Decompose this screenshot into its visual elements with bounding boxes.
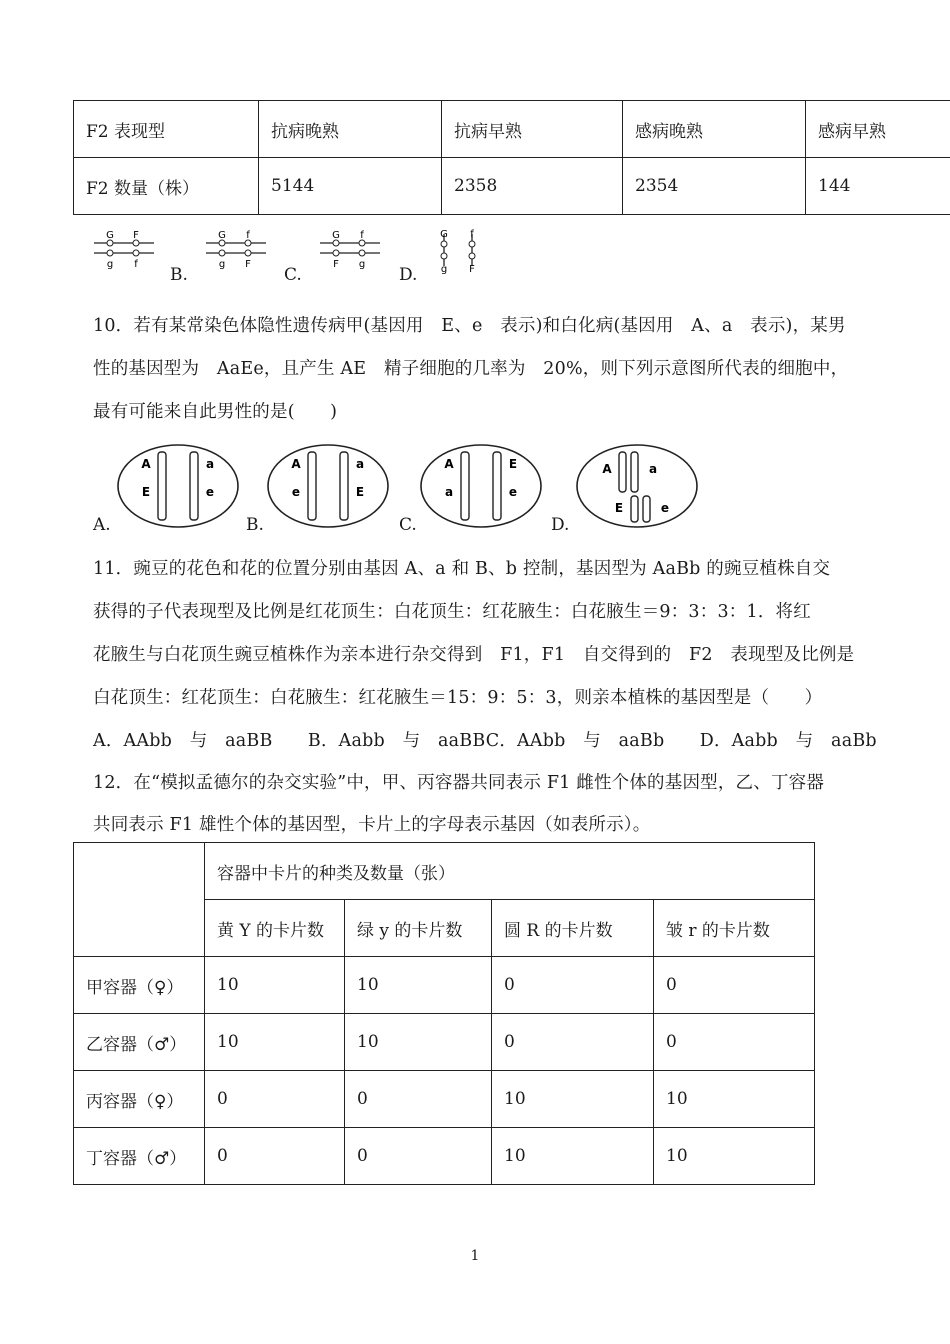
question-12-line-2: 共同表示 F1 雄性个体的基因型，卡片上的字母表示基因（如表所示）。 (93, 815, 651, 835)
cell-diagram (421, 445, 541, 527)
chromosome (631, 452, 638, 492)
table-cell: 10 (205, 1014, 345, 1071)
centromere-dot (333, 250, 339, 256)
gene-label: E (508, 457, 518, 471)
table-group-header: 容器中卡片的种类及数量（张） (205, 843, 815, 900)
gene-label: G (332, 230, 340, 241)
gene-label: g (218, 259, 226, 270)
gene-label: a (444, 485, 454, 499)
centromere-dot (469, 253, 475, 259)
table-cell: 5144 (259, 158, 442, 215)
table-row (74, 158, 950, 215)
gene-label: A (141, 457, 151, 471)
gene-label: F (133, 230, 139, 241)
option-c-label: C. (284, 265, 302, 285)
option-d-label: D. (399, 265, 418, 285)
table-cell: 0 (205, 1071, 345, 1128)
chromosome-pair-diagram (440, 229, 475, 275)
table-cell: 0 (492, 1014, 654, 1071)
option-c-label: C. (399, 515, 417, 535)
centromere-dot (219, 250, 225, 256)
table-cell: 10 (492, 1071, 654, 1128)
centromere-dot (245, 250, 251, 256)
row-label: 甲容器（♀） (74, 957, 205, 1014)
gene-label: G (440, 229, 448, 240)
gene-label: G (106, 230, 114, 241)
chromosome-pair-diagram (206, 230, 266, 270)
question-11-line-2: 获得的子代表现型及比例是红花顶生：白花顶生：红花腋生：白花腋生＝9：3：3：1．将红 (93, 602, 811, 622)
gene-label: a (205, 457, 215, 471)
table-cell: 144 (806, 158, 950, 215)
row-label: 乙容器（♂） (74, 1014, 205, 1071)
cell-outline (268, 445, 388, 527)
centromere-dot (133, 250, 139, 256)
table-cell: 抗病晚熟 (259, 101, 442, 158)
cell-options-diagram (0, 440, 950, 540)
gene-label: E (141, 485, 151, 499)
table-row (74, 843, 815, 900)
table-cell (74, 843, 205, 957)
gene-label: e (291, 485, 301, 499)
gene-label: E (355, 485, 365, 499)
f2-phenotype-table (73, 100, 950, 215)
row-label: 丁容器（♂） (74, 1128, 205, 1185)
cell-diagram (118, 445, 238, 527)
centromere-dot (469, 241, 475, 247)
gene-label: e (205, 485, 215, 499)
gene-label: e (660, 501, 670, 515)
table-cell: 0 (654, 1014, 815, 1071)
table-row (74, 101, 950, 158)
table-cell: F2 数量（株） (74, 158, 259, 215)
option-d-label: D. (551, 515, 570, 535)
chromosome-options-diagram (0, 226, 950, 286)
table-cell: 10 (345, 957, 492, 1014)
table-column-header: 黄 Y 的卡片数 (205, 900, 345, 957)
gene-label: f (134, 259, 138, 270)
gene-label: f (470, 229, 474, 240)
table-column-header: 皱 r 的卡片数 (654, 900, 815, 957)
question-11-line-3: 花腋生与白花顶生豌豆植株作为亲本进行杂交得到 F1，F1 自交得到的 F2 表现型及比例是 (93, 645, 855, 665)
table-cell: 0 (205, 1128, 345, 1185)
table-row (74, 957, 815, 1014)
question-10-line-1: 10．若有某常染色体隐性遗传病甲(基因用 E、e 表示)和白化病(基因用 A、a 表示)，某男 (93, 316, 846, 336)
table-cell: 10 (654, 1128, 815, 1185)
chromosome-pair-diagram (320, 230, 380, 270)
question-10-line-2: 性的基因型为 AaEe，且产生 AE 精子细胞的几率为 20%，则下列示意图所代表的细胞中， (93, 359, 849, 379)
page-number: 1 (470, 1248, 480, 1264)
table-cell: 感病早熟 (806, 101, 950, 158)
gene-label: F (469, 264, 475, 275)
chromosome-pair-diagram (94, 230, 154, 270)
gene-label: E (614, 501, 624, 515)
centromere-dot (441, 241, 447, 247)
table-cell: 抗病早熟 (442, 101, 623, 158)
table-cell: 2358 (442, 158, 623, 215)
gene-label: f (246, 230, 250, 241)
gene-label: g (440, 264, 448, 275)
table-row (74, 1128, 815, 1185)
table-cell: 2354 (623, 158, 806, 215)
chromosome (308, 452, 316, 520)
gene-label: F (333, 259, 339, 270)
cell-diagram (577, 445, 697, 527)
chromosome (158, 452, 166, 520)
gene-label: a (355, 457, 365, 471)
table-cell: 0 (345, 1128, 492, 1185)
gene-label: G (218, 230, 226, 241)
gene-label: A (444, 457, 454, 471)
chromosome (190, 452, 198, 520)
cell-outline (421, 445, 541, 527)
chromosome (340, 452, 348, 520)
table-cell: 感病晚熟 (623, 101, 806, 158)
option-b-label: B. (246, 515, 264, 535)
question-10-line-3: 最有可能来自此男性的是( ) (93, 402, 338, 422)
table-cell: 0 (654, 957, 815, 1014)
table-cell: 10 (492, 1128, 654, 1185)
table-cell: 0 (492, 957, 654, 1014)
cell-outline (118, 445, 238, 527)
table-row (74, 1014, 815, 1071)
card-count-table (73, 842, 815, 1185)
question-11-options: A．AAbb 与 aaBB B．Aabb 与 aaBBC．AAbb 与 aaBb D．Aabb 与 aaBb (93, 731, 877, 751)
gene-label: e (508, 485, 518, 499)
gene-label: a (648, 462, 658, 476)
question-11-line-1: 11．豌豆的花色和花的位置分别由基因 A、a 和 B、b 控制，基因型为 AaBb 的豌豆植株自交 (93, 559, 831, 579)
chromosome (643, 496, 650, 522)
centromere-dot (359, 250, 365, 256)
gene-label: A (602, 462, 612, 476)
gene-label: A (291, 457, 301, 471)
option-b-label: B. (170, 265, 188, 285)
chromosome (461, 452, 469, 520)
table-row (74, 1071, 815, 1128)
gene-label: F (245, 259, 251, 270)
table-column-header: 圆 R 的卡片数 (492, 900, 654, 957)
table-cell: 10 (654, 1071, 815, 1128)
chromosome (493, 452, 501, 520)
table-cell: 10 (345, 1014, 492, 1071)
option-a-label: A. (93, 515, 111, 535)
question-12-line-1: 12．在“模拟孟德尔的杂交实验”中，甲、丙容器共同表示 F1 雌性个体的基因型，乙、丁容器 (93, 773, 825, 793)
table-cell: 10 (205, 957, 345, 1014)
gene-label: g (106, 259, 114, 270)
gene-label: f (360, 230, 364, 241)
cell-diagram (268, 445, 388, 527)
table-column-header: 绿 y 的卡片数 (345, 900, 492, 957)
centromere-dot (441, 253, 447, 259)
table-cell: 0 (345, 1071, 492, 1128)
row-label: 丙容器（♀） (74, 1071, 205, 1128)
chromosome (619, 452, 626, 492)
chromosome (631, 496, 638, 522)
table-cell: F2 表现型 (74, 101, 259, 158)
question-11-line-4: 白花顶生：红花顶生：白花腋生：红花腋生＝15：9：5：3，则亲本植株的基因型是（ ） (93, 688, 823, 708)
gene-label: g (358, 259, 366, 270)
centromere-dot (107, 250, 113, 256)
